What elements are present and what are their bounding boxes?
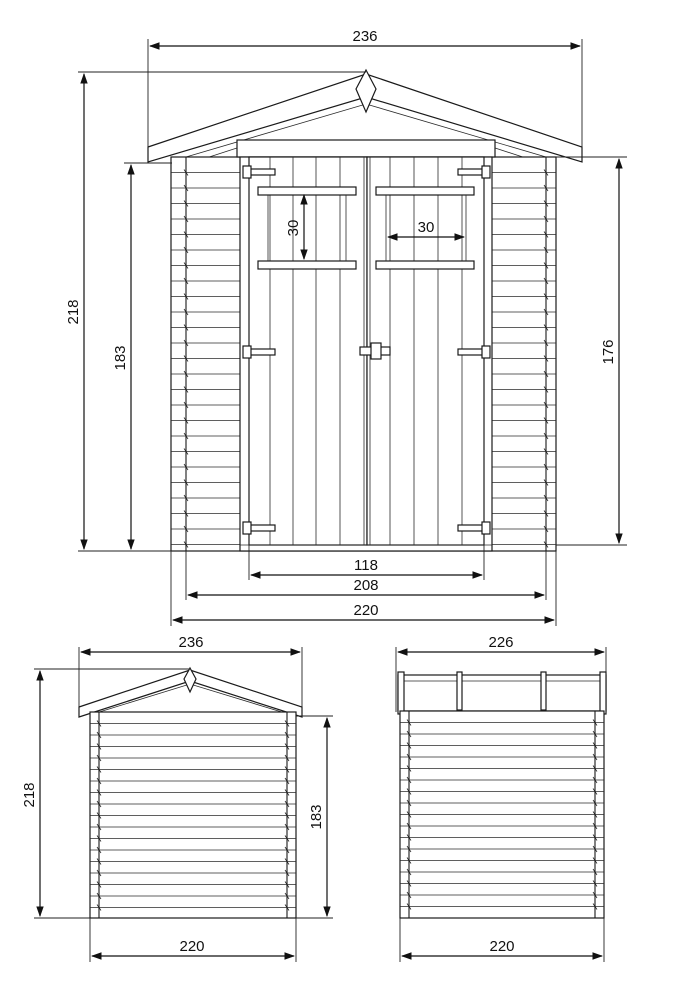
dim-side-base-width: 220 [179, 938, 205, 955]
dim-door-opening: 118 [354, 557, 378, 574]
dim-door-height: 176 [600, 339, 617, 365]
hinge-right-plate [482, 522, 490, 534]
front-view [148, 70, 582, 551]
hinge-left [249, 349, 275, 355]
hinge-left-plate [243, 166, 251, 178]
dim-side-wall-height: 183 [308, 804, 325, 830]
side-view [79, 668, 302, 918]
dim-front-width-total: 236 [352, 28, 378, 45]
hinge-right [458, 349, 484, 355]
door-header [237, 140, 495, 157]
back-view [398, 672, 606, 918]
window-right-bottom-rail [376, 261, 474, 269]
dim-door-frame: 208 [353, 577, 379, 594]
hinge-right-plate [482, 166, 490, 178]
dim-back-base-width: 220 [489, 938, 515, 955]
dim-front-wall-height: 183 [112, 345, 129, 371]
dim-side-height-total: 218 [21, 782, 38, 808]
window-left-top-rail [258, 187, 356, 195]
dim-front-base-width: 220 [353, 602, 379, 619]
hinge-left-plate [243, 346, 251, 358]
dim-window-height: 30 [285, 219, 302, 237]
hinge-left [249, 169, 275, 175]
side-wall [90, 712, 296, 918]
hinge-right-plate [482, 346, 490, 358]
dim-window-width: 30 [417, 219, 435, 236]
hinge-left [249, 525, 275, 531]
hinge-right [458, 525, 484, 531]
dim-front-height-total: 218 [65, 299, 82, 325]
hinge-left-plate [243, 522, 251, 534]
back-roof-edge [398, 675, 606, 711]
dim-back-width-total: 226 [488, 634, 514, 651]
dim-side-width-total: 236 [178, 634, 204, 651]
window-right-top-rail [376, 187, 474, 195]
window-left-bottom-rail [258, 261, 356, 269]
hinge-right [458, 169, 484, 175]
